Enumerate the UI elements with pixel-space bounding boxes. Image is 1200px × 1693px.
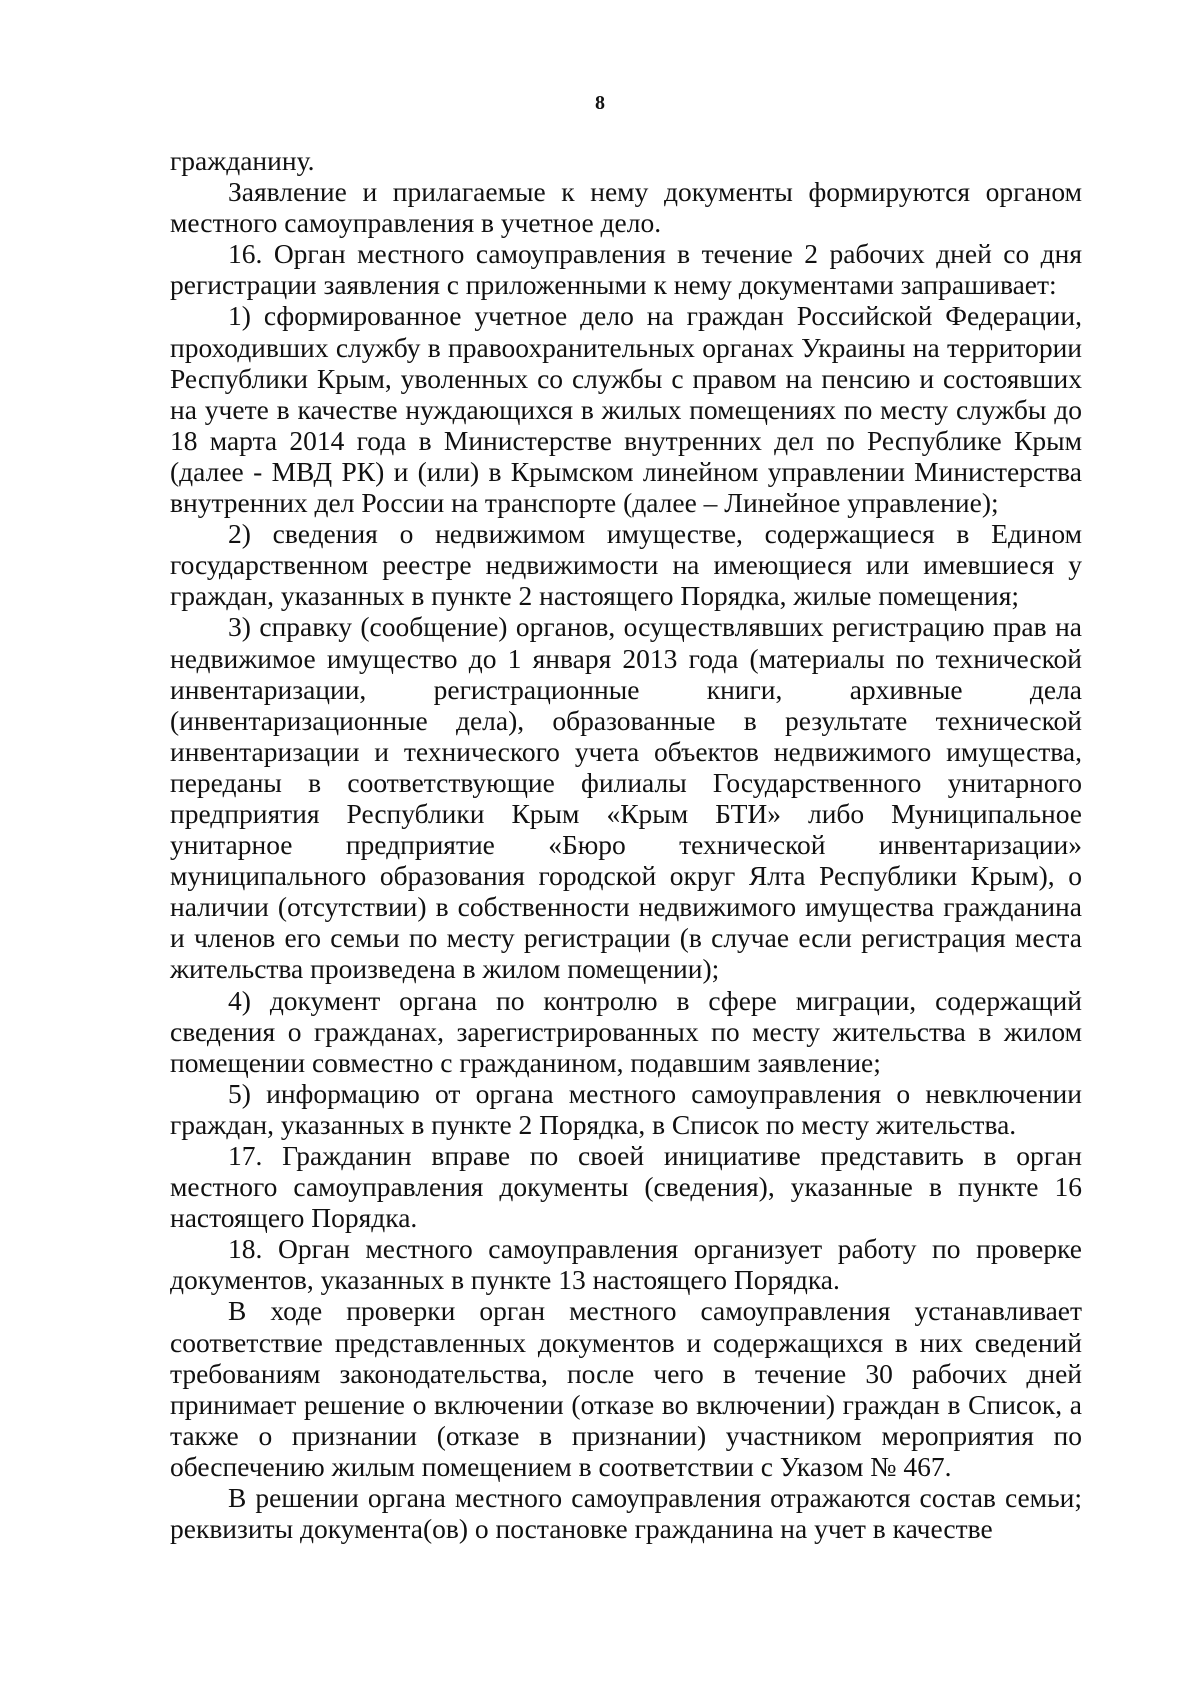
paragraph-item-16-3: 3) справку (сообщение) органов, осуществлявших регистрацию прав на недвижимое имущество до 1 января 2013 года (материалы по технической инвентаризации, регистрационные книги, архивные дела (инвентаризационные дела), образованные в результате технической инвентаризации и технического учета объектов недвижимого имущества, переданы в соответствующие филиалы Государственного унитарного предприятия Республики Крым «Крым БТИ» либо Муниципальное унитарное предприятие «Бюро технической инвентаризации» муниципального образования городской округ Ялта Республики Крым), о наличии (отсутствии) в собственности недвижимого имущества гражданина и членов его семьи по месту регистрации (в случае если регистрация места жительства произведена в жилом помещении); [170, 611, 1082, 985]
page-number: 8 [595, 92, 605, 114]
document-body [170, 145, 1082, 1544]
paragraph-item-16-2: 2) сведения о недвижимом имуществе, содержащиеся в Едином государственном реестре недвижимости на имеющиеся или имевшиеся у граждан, указанных в пункте 2 настоящего Порядка, жилые помещения; [170, 518, 1082, 612]
paragraph-item-16: 16. Орган местного самоуправления в течение 2 рабочих дней со дня регистрации заявления с приложенными к нему документами запрашивает: [170, 238, 1082, 301]
paragraph-decision: В решении органа местного самоуправления отражаются состав семьи; реквизиты документа(ов) о постановке гражданина на учет в качестве [170, 1482, 1082, 1545]
paragraph-item-16-5: 5) информацию от органа местного самоуправления о невключении граждан, указанных в пункте 2 Порядка, в Список по месту жительства. [170, 1077, 1082, 1140]
paragraph-item-18: 18. Орган местного самоуправления организует работу по проверке документов, указанных в пункте 13 настоящего Порядка. [170, 1233, 1082, 1296]
paragraph-application-case-file: Заявление и прилагаемые к нему документы формируются органом местного самоуправления в учетное дело. [170, 176, 1082, 239]
paragraph-item-16-4: 4) документ органа по контролю в сфере миграции, содержащий сведения о гражданах, зарегистрированных по месту жительства в жилом помещении совместно с гражданином, подавшим заявление; [170, 984, 1082, 1078]
paragraph-item-16-1: 1) сформированное учетное дело на граждан Российской Федерации, проходивших службу в правоохранительных органах Украины на территории Республики Крым, уволенных со службы с правом на пенсию и состоявших на учете в качестве нуждающихся в жилых помещениях по месту службы до 18 марта 2014 года в Министерстве внутренних дел по Республике Крым (далее - МВД РК) и (или) в Крымском линейном управлении Министерства внутренних дел России на транспорте (далее – Линейное управление); [170, 300, 1082, 519]
paragraph-item-17: 17. Гражданин вправе по своей инициативе представить в орган местного самоуправления документы (сведения), указанные в пункте 16 настоящего Порядка. [170, 1140, 1082, 1234]
paragraph-verification: В ходе проверки орган местного самоуправления устанавливает соответствие представленных документов и содержащихся в них сведений требованиям законодательства, после чего в течение 30 рабочих дней принимает решение о включении (отказе во включении) граждан в Список, а также о признании (отказе в признании) участником мероприятия по обеспечению жилым помещением в соответствии с Указом № 467. [170, 1295, 1082, 1482]
paragraph-continuation: гражданину. [170, 145, 315, 176]
